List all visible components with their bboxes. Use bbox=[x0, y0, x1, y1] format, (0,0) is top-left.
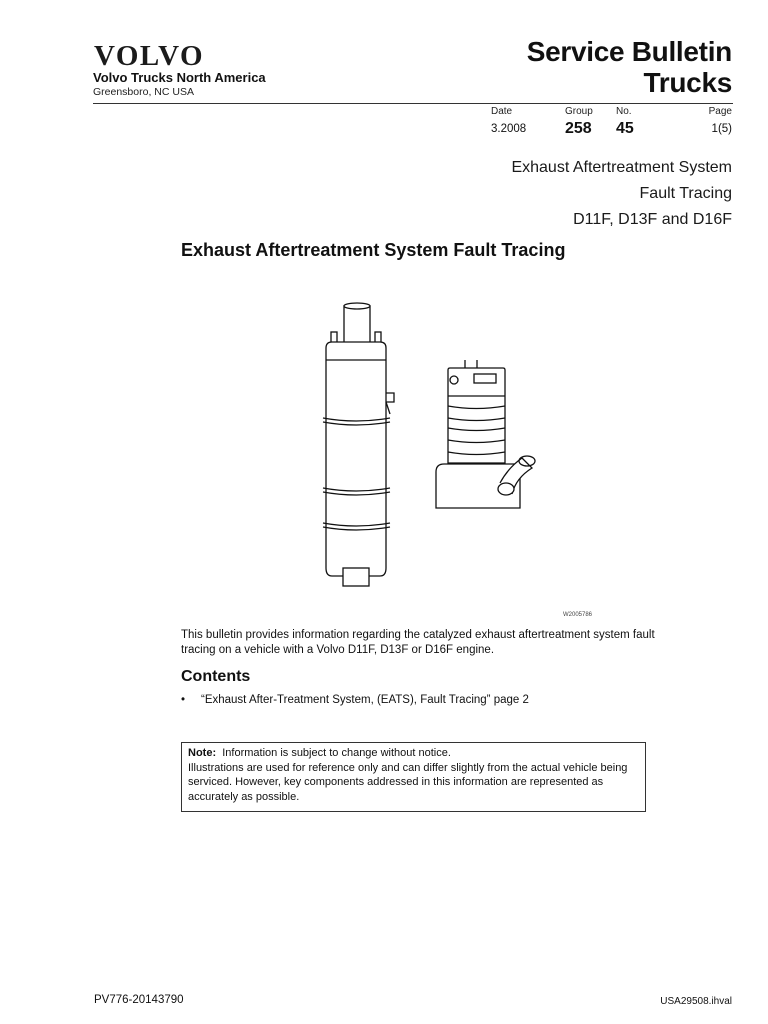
page-label: Page bbox=[708, 106, 732, 117]
date-label: Date bbox=[491, 106, 513, 117]
subject-line-3: D11F, D13F and D16F bbox=[573, 211, 732, 228]
note-first-line bbox=[188, 746, 641, 761]
footer-document-number: PV776-20143790 bbox=[94, 994, 184, 1006]
group-value: 258 bbox=[565, 120, 592, 137]
subject-line-2: Fault Tracing bbox=[639, 185, 732, 202]
company-location: Greensboro, NC USA bbox=[93, 86, 194, 98]
bulletin-title-line1: Service Bulletin bbox=[526, 36, 732, 67]
note-first-text: Information is subject to change without notice. bbox=[222, 747, 451, 759]
bulletin-title bbox=[527, 36, 732, 98]
note-label: Note: bbox=[188, 747, 217, 759]
number-value: 45 bbox=[616, 120, 634, 137]
contents-list-item[interactable] bbox=[181, 694, 529, 706]
subject-line-1: Exhaust Aftertreatment System bbox=[511, 159, 732, 176]
header-rule bbox=[93, 103, 733, 104]
figure-id: W2005786 bbox=[563, 612, 593, 618]
date-value: 3.2008 bbox=[491, 123, 527, 135]
bulletin-title-line2: Trucks bbox=[643, 67, 732, 98]
contents-heading: Contents bbox=[181, 668, 251, 685]
bullet-marker: • bbox=[181, 694, 186, 706]
note-body: Illustrations are used for reference only and can differ slightly from the actual vehicle being serviced. However, key components addressed in this information are represented as accurately as possible. bbox=[188, 761, 628, 803]
intro-paragraph: This bulletin provides information regarding the catalyzed exhaust aftertreatment system fault tracing on a vehicle with a Volvo D11F, D13F or D16F engine. bbox=[181, 629, 655, 656]
group-label: Group bbox=[565, 106, 593, 117]
dpf-canister-drawing bbox=[323, 303, 394, 586]
note-box bbox=[181, 742, 646, 812]
number-label: No. bbox=[616, 106, 632, 117]
contents-item-text: “Exhaust After-Treatment System, (EATS), Fault Tracing” page 2 bbox=[201, 694, 529, 706]
company-name: Volvo Trucks North America bbox=[93, 70, 266, 85]
scr-canister-drawing bbox=[436, 360, 535, 508]
footer-file-id: USA29508.ihval bbox=[660, 996, 732, 1007]
volvo-logo: VOLVO bbox=[94, 40, 205, 72]
page-value: 1(5) bbox=[711, 123, 732, 135]
exhaust-aftertreatment-illustration bbox=[300, 298, 620, 598]
page-heading: Exhaust Aftertreatment System Fault Tracing bbox=[181, 240, 566, 260]
